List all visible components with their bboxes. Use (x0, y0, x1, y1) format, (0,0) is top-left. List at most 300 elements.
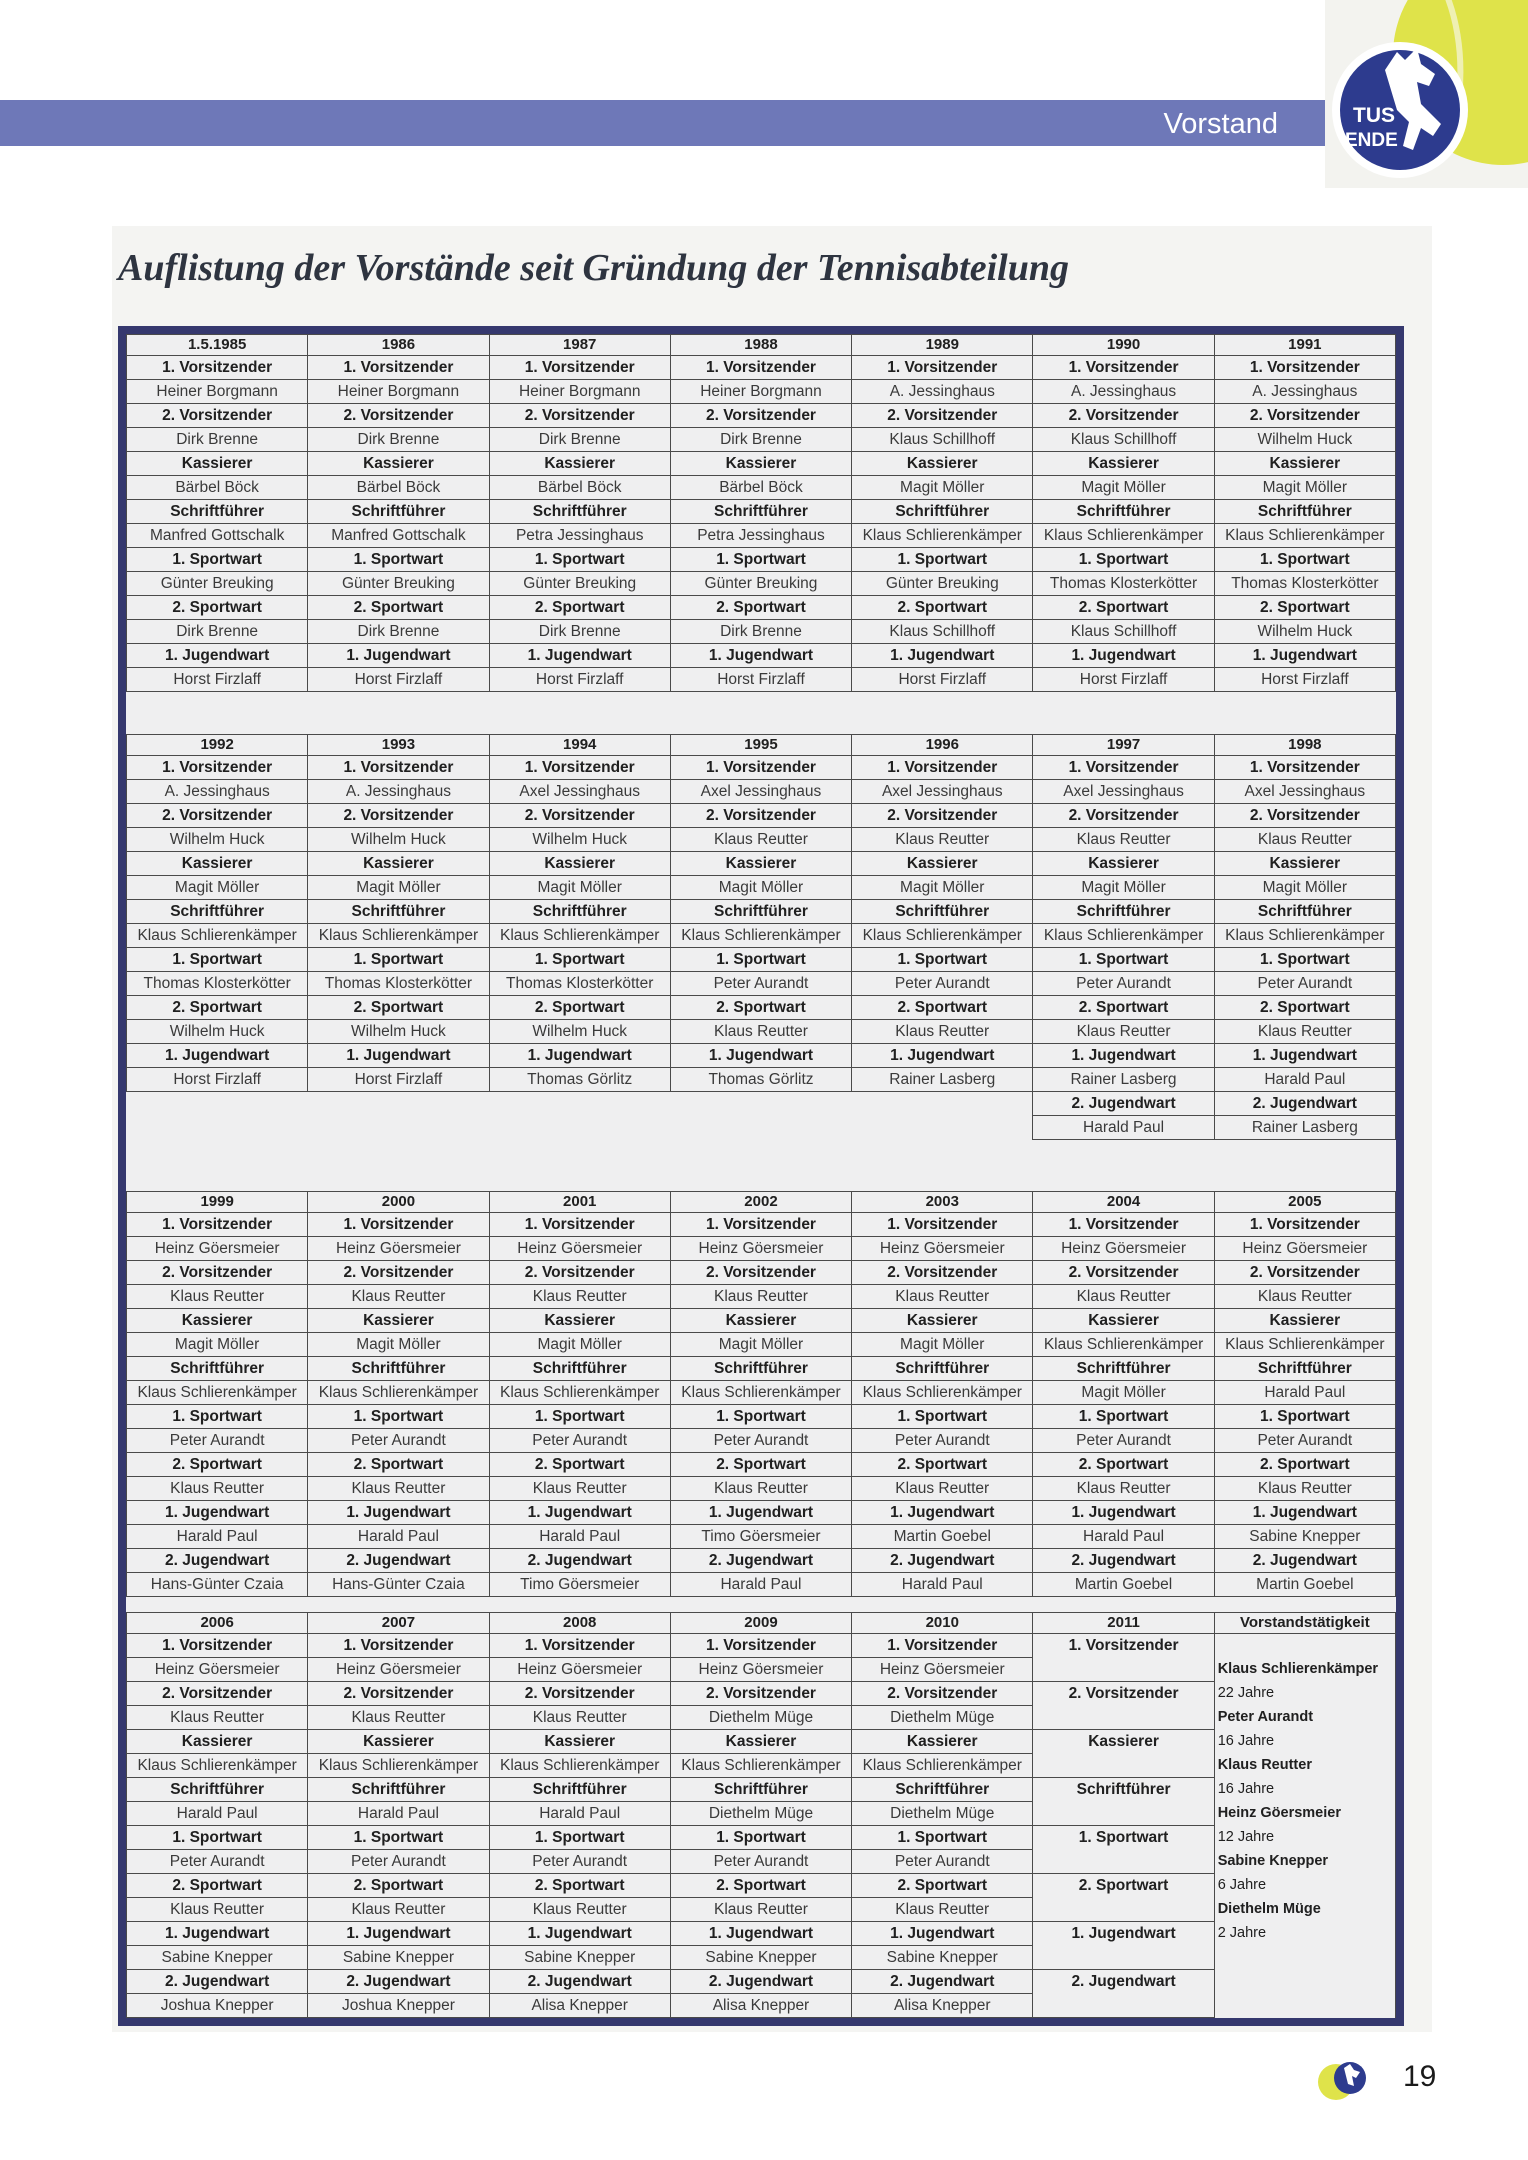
role-label: Kassierer (489, 1309, 670, 1333)
role-row (127, 1044, 1396, 1068)
role-label: 1. Sportwart (489, 1826, 670, 1850)
role-label: 2. Vorsitzender (127, 404, 308, 428)
member-name: Sabine Knepper (127, 1946, 308, 1970)
role-label: 1. Vorsitzender (127, 356, 308, 380)
member-name: Klaus Reutter (1033, 1020, 1214, 1044)
role-label: 2. Vorsitzender (489, 1682, 670, 1706)
member-name: Peter Aurandt (852, 1850, 1033, 1874)
role-label: 1. Vorsitzender (1033, 356, 1214, 380)
name-row (127, 1658, 1396, 1682)
member-name: Heinz Göersmeier (670, 1658, 851, 1682)
member-name: Peter Aurandt (1033, 1429, 1214, 1453)
role-label: Kassierer (308, 852, 489, 876)
role-label: 1. Vorsitzender (852, 356, 1033, 380)
name-row (127, 1285, 1396, 1309)
board-tenure-header: Vorstandstätigkeit (1214, 1613, 1395, 1634)
role-label: 1. Sportwart (489, 948, 670, 972)
role-label: Kassierer (308, 1309, 489, 1333)
role-label: 1. Jugendwart (670, 1501, 851, 1525)
member-name: Horst Firzlaff (852, 668, 1033, 692)
member-name: Magit Möller (489, 876, 670, 900)
tenure-cell: 22 Jahre (1214, 1682, 1395, 1706)
tenure-cell: Diethelm Müge (1214, 1898, 1395, 1922)
member-name: Klaus Reutter (127, 1477, 308, 1501)
role-label: Schriftführer (1033, 1778, 1214, 1802)
tenure-cell: 16 Jahre (1214, 1778, 1395, 1802)
role-label: 2. Sportwart (308, 996, 489, 1020)
member-name: Timo Göersmeier (670, 1525, 851, 1549)
role-label: 1. Jugendwart (852, 644, 1033, 668)
role-label: 1. Sportwart (308, 1826, 489, 1850)
role-label: Schriftführer (489, 1357, 670, 1381)
member-name: Klaus Schillhoff (1033, 428, 1214, 452)
member-name: Klaus Reutter (670, 1477, 851, 1501)
member-name: Heiner Borgmann (489, 380, 670, 404)
member-name: Klaus Schlierenkämper (489, 924, 670, 948)
role-label: 2. Jugendwart (127, 1970, 308, 1994)
board-table-4 (126, 1612, 1396, 2018)
role-label: Schriftführer (670, 500, 851, 524)
role-label: 1. Jugendwart (127, 1922, 308, 1946)
member-name (1033, 1946, 1214, 1970)
member-name: Sabine Knepper (1214, 1525, 1395, 1549)
role-label: Schriftführer (127, 1778, 308, 1802)
role-label: 2. Vorsitzender (1214, 404, 1395, 428)
member-name: Magit Möller (670, 1333, 851, 1357)
member-name: Klaus Reutter (1214, 828, 1395, 852)
role-label: 2. Vorsitzender (852, 404, 1033, 428)
member-name: Harald Paul (489, 1802, 670, 1826)
member-name: Diethelm Müge (852, 1706, 1033, 1730)
role-label: 2. Jugendwart (1033, 1549, 1214, 1573)
member-name: Dirk Brenne (489, 428, 670, 452)
role-row (127, 404, 1396, 428)
member-name: Klaus Reutter (308, 1898, 489, 1922)
role-label: 2. Sportwart (852, 1453, 1033, 1477)
member-name: Diethelm Müge (670, 1802, 851, 1826)
member-name: Dirk Brenne (670, 620, 851, 644)
role-label: 2. Sportwart (308, 1874, 489, 1898)
year-header: 1993 (308, 735, 489, 756)
member-name: Thomas Klosterkötter (127, 972, 308, 996)
tennis-ball-icon (1316, 2058, 1368, 2102)
member-name: Klaus Reutter (127, 1898, 308, 1922)
page-number: 19 (1403, 2060, 1437, 2093)
member-name: Thomas Klosterkötter (489, 972, 670, 996)
role-label: 1. Jugendwart (308, 1922, 489, 1946)
member-name: Magit Möller (489, 1333, 670, 1357)
name-row (127, 1381, 1396, 1405)
member-name: Günter Breuking (127, 572, 308, 596)
role-label: 2. Sportwart (127, 1874, 308, 1898)
empty-cell (127, 1092, 308, 1116)
member-name: Klaus Reutter (489, 1477, 670, 1501)
role-label: 1. Sportwart (852, 548, 1033, 572)
role-label: 1. Jugendwart (308, 1501, 489, 1525)
name-row (127, 476, 1396, 500)
role-label: Kassierer (670, 452, 851, 476)
role-label: 2. Vorsitzender (670, 804, 851, 828)
role-label: 2. Vorsitzender (489, 1261, 670, 1285)
role-label: 1. Sportwart (127, 1826, 308, 1850)
member-name: Diethelm Müge (852, 1802, 1033, 1826)
member-name: Klaus Reutter (852, 828, 1033, 852)
member-name: Klaus Schlierenkämper (852, 1754, 1033, 1778)
member-name: Thomas Klosterkötter (1033, 572, 1214, 596)
role-label: 2. Sportwart (670, 596, 851, 620)
name-row (127, 524, 1396, 548)
member-name: Peter Aurandt (852, 1429, 1033, 1453)
role-label: Schriftführer (852, 1778, 1033, 1802)
role-label: 1. Vorsitzender (308, 356, 489, 380)
role-row (127, 804, 1396, 828)
member-name: Sabine Knepper (670, 1946, 851, 1970)
role-label: 1. Sportwart (1033, 948, 1214, 972)
name-row (127, 1068, 1396, 1092)
role-label: 1. Jugendwart (1214, 644, 1395, 668)
empty-cell (670, 1092, 851, 1116)
member-name: Wilhelm Huck (1214, 620, 1395, 644)
member-name: Magit Möller (1033, 876, 1214, 900)
name-row (127, 1850, 1396, 1874)
role-row (127, 1778, 1396, 1802)
member-name: Günter Breuking (852, 572, 1033, 596)
role-label: 2. Sportwart (1214, 996, 1395, 1020)
member-name: Heinz Göersmeier (127, 1658, 308, 1682)
tenure-cell: Peter Aurandt (1214, 1706, 1395, 1730)
member-name: Martin Goebel (1033, 1573, 1214, 1597)
member-name: Peter Aurandt (127, 1850, 308, 1874)
role-label: 2. Sportwart (308, 1453, 489, 1477)
member-name: Klaus Reutter (489, 1898, 670, 1922)
role-label: 2. Sportwart (127, 596, 308, 620)
member-name: Klaus Schlierenkämper (127, 924, 308, 948)
name-row (127, 572, 1396, 596)
role-label: 1. Jugendwart (1214, 1501, 1395, 1525)
role-label: Schriftführer (852, 500, 1033, 524)
member-name: A. Jessinghaus (308, 780, 489, 804)
role-label: 1. Sportwart (1033, 1405, 1214, 1429)
empty-cell (489, 1116, 670, 1140)
member-name: Heiner Borgmann (308, 380, 489, 404)
role-label: 2. Jugendwart (852, 1970, 1033, 1994)
member-name: Heiner Borgmann (670, 380, 851, 404)
role-label: 1. Vorsitzender (308, 756, 489, 780)
role-label: 2. Jugendwart (489, 1970, 670, 1994)
role-label: 1. Jugendwart (852, 1501, 1033, 1525)
member-name: Wilhelm Huck (308, 828, 489, 852)
tenure-cell: 12 Jahre (1214, 1826, 1395, 1850)
year-header: 1999 (127, 1192, 308, 1213)
role-label: Schriftführer (1033, 1357, 1214, 1381)
member-name: Alisa Knepper (852, 1994, 1033, 2018)
member-name: Magit Möller (670, 876, 851, 900)
role-label: 2. Jugendwart (1214, 1549, 1395, 1573)
role-label: Kassierer (1033, 452, 1214, 476)
role-row (127, 356, 1396, 380)
role-label: Schriftführer (670, 900, 851, 924)
role-label: 1. Vorsitzender (670, 1634, 851, 1658)
year-header: 1.5.1985 (127, 335, 308, 356)
role-label: 1. Sportwart (670, 1405, 851, 1429)
member-name: Dirk Brenne (670, 428, 851, 452)
role-label: Schriftführer (1033, 500, 1214, 524)
empty-cell (308, 1092, 489, 1116)
role-label: 1. Jugendwart (489, 1922, 670, 1946)
member-name: Harald Paul (1033, 1116, 1214, 1140)
role-row (127, 1213, 1396, 1237)
role-label: 2. Vorsitzender (1033, 1261, 1214, 1285)
year-header: 1988 (670, 335, 851, 356)
year-header: 2001 (489, 1192, 670, 1213)
role-label: Schriftführer (127, 500, 308, 524)
role-label: Schriftführer (127, 1357, 308, 1381)
year-header: 1991 (1214, 335, 1395, 356)
member-name: Klaus Reutter (670, 828, 851, 852)
role-label: 1. Jugendwart (489, 644, 670, 668)
name-row (127, 1946, 1396, 1970)
member-name (1033, 1802, 1214, 1826)
role-label: 1. Vorsitzender (489, 356, 670, 380)
member-name: Klaus Schlierenkämper (1033, 1333, 1214, 1357)
role-label: 1. Vorsitzender (852, 1213, 1033, 1237)
role-label: 1. Vorsitzender (1033, 1213, 1214, 1237)
member-name: Dirk Brenne (489, 620, 670, 644)
header-band (0, 100, 1340, 146)
year-header: 1987 (489, 335, 670, 356)
role-label: 2. Sportwart (670, 1874, 851, 1898)
role-row (127, 1357, 1396, 1381)
role-label: 2. Vorsitzender (670, 1261, 851, 1285)
empty-cell (489, 1092, 670, 1116)
svg-text:TUS: TUS (1353, 104, 1395, 127)
role-label: 1. Jugendwart (308, 1044, 489, 1068)
member-name: Magit Möller (1214, 876, 1395, 900)
role-label: 1. Jugendwart (1033, 644, 1214, 668)
role-label: 2. Jugendwart (308, 1549, 489, 1573)
role-label: 1. Sportwart (308, 948, 489, 972)
member-name: Thomas Klosterkötter (308, 972, 489, 996)
role-label: 2. Vorsitzender (1214, 1261, 1395, 1285)
role-row (127, 452, 1396, 476)
role-row (127, 948, 1396, 972)
member-name: Harald Paul (852, 1573, 1033, 1597)
member-name: Wilhelm Huck (127, 1020, 308, 1044)
member-name: Sabine Knepper (489, 1946, 670, 1970)
role-label: 2. Vorsitzender (127, 1261, 308, 1285)
name-row (127, 1333, 1396, 1357)
role-label: 2. Vorsitzender (308, 1261, 489, 1285)
member-name (1033, 1850, 1214, 1874)
member-name: Klaus Schlierenkämper (489, 1754, 670, 1778)
member-name (1033, 1898, 1214, 1922)
member-name: Heinz Göersmeier (670, 1237, 851, 1261)
member-name: Thomas Görlitz (670, 1068, 851, 1092)
role-label: Kassierer (852, 452, 1033, 476)
role-label: 1. Sportwart (127, 548, 308, 572)
member-name: Thomas Görlitz (489, 1068, 670, 1092)
member-name: Heinz Göersmeier (1214, 1237, 1395, 1261)
member-name: Klaus Reutter (1033, 1477, 1214, 1501)
member-name: Bärbel Böck (308, 476, 489, 500)
tenure-cell: Heinz Göersmeier (1214, 1802, 1395, 1826)
member-name: Peter Aurandt (489, 1850, 670, 1874)
member-name: Harald Paul (1214, 1068, 1395, 1092)
role-label: Schriftführer (308, 500, 489, 524)
role-label: 1. Vorsitzender (852, 756, 1033, 780)
member-name: Petra Jessinghaus (489, 524, 670, 548)
role-label: Schriftführer (670, 1778, 851, 1802)
member-name: Klaus Schlierenkämper (308, 1381, 489, 1405)
role-label: 2. Sportwart (489, 1874, 670, 1898)
member-name: Klaus Reutter (852, 1285, 1033, 1309)
document-title: Auflistung der Vorstände seit Gründung der Tennisabteilung (118, 247, 1069, 289)
member-name: Manfred Gottschalk (127, 524, 308, 548)
name-row (127, 428, 1396, 452)
role-label: 2. Vorsitzender (670, 1682, 851, 1706)
member-name: Axel Jessinghaus (489, 780, 670, 804)
name-row (127, 620, 1396, 644)
role-label: Kassierer (1214, 452, 1395, 476)
empty-cell (308, 1116, 489, 1140)
member-name: Klaus Schlierenkämper (852, 1381, 1033, 1405)
member-name: Harald Paul (127, 1802, 308, 1826)
role-label: 2. Sportwart (852, 1874, 1033, 1898)
year-header: 1992 (127, 735, 308, 756)
role-label: 1. Jugendwart (670, 1922, 851, 1946)
member-name: Rainer Lasberg (1033, 1068, 1214, 1092)
role-label: 1. Jugendwart (852, 1044, 1033, 1068)
role-row (127, 1092, 1396, 1116)
member-name: Dirk Brenne (127, 620, 308, 644)
role-label: 2. Sportwart (852, 996, 1033, 1020)
member-name: Horst Firzlaff (127, 1068, 308, 1092)
tenure-cell: 6 Jahre (1214, 1874, 1395, 1898)
member-name: Peter Aurandt (670, 1429, 851, 1453)
member-name: Harald Paul (1214, 1381, 1395, 1405)
role-label: Kassierer (489, 852, 670, 876)
member-name: Klaus Reutter (308, 1285, 489, 1309)
role-label: 2. Sportwart (489, 1453, 670, 1477)
year-header: 2010 (852, 1613, 1033, 1634)
year-header: 1998 (1214, 735, 1395, 756)
year-header: 2006 (127, 1613, 308, 1634)
role-label: 2. Jugendwart (852, 1549, 1033, 1573)
role-label: 1. Sportwart (308, 548, 489, 572)
role-label: 2. Jugendwart (670, 1549, 851, 1573)
role-row (127, 1730, 1396, 1754)
member-name: Klaus Reutter (670, 1020, 851, 1044)
role-row (127, 1501, 1396, 1525)
member-name: Axel Jessinghaus (1033, 780, 1214, 804)
role-label: 2. Sportwart (852, 596, 1033, 620)
member-name: Heinz Göersmeier (489, 1658, 670, 1682)
member-name: Harald Paul (489, 1525, 670, 1549)
member-name: Dirk Brenne (308, 620, 489, 644)
tenure-cell (1214, 1994, 1395, 2018)
role-label: 1. Sportwart (670, 948, 851, 972)
year-header-row (127, 1613, 1396, 1634)
role-label: 2. Jugendwart (670, 1970, 851, 1994)
role-label: 1. Vorsitzender (308, 1634, 489, 1658)
role-label: Schriftführer (852, 1357, 1033, 1381)
role-label: Kassierer (1033, 1730, 1214, 1754)
empty-cell (670, 1116, 851, 1140)
year-header: 1986 (308, 335, 489, 356)
member-name: Magit Möller (1033, 476, 1214, 500)
role-label: 1. Vorsitzender (489, 1213, 670, 1237)
role-label: Kassierer (852, 852, 1033, 876)
member-name: Klaus Schlierenkämper (489, 1381, 670, 1405)
member-name: Klaus Reutter (1214, 1285, 1395, 1309)
role-label: 1. Sportwart (127, 948, 308, 972)
member-name: A. Jessinghaus (852, 380, 1033, 404)
tenure-cell (1214, 1634, 1395, 1658)
role-label: 1. Sportwart (308, 1405, 489, 1429)
member-name: Klaus Reutter (308, 1477, 489, 1501)
board-table-2 (126, 734, 1396, 1140)
member-name: Klaus Schlierenkämper (127, 1381, 308, 1405)
member-name: Klaus Reutter (127, 1285, 308, 1309)
member-name: Peter Aurandt (1033, 972, 1214, 996)
role-label: 2. Vorsitzender (852, 1261, 1033, 1285)
name-row (127, 1898, 1396, 1922)
role-label: Kassierer (852, 1730, 1033, 1754)
tenure-cell: 2 Jahre (1214, 1922, 1395, 1946)
member-name: A. Jessinghaus (1214, 380, 1395, 404)
role-label: Schriftführer (308, 1778, 489, 1802)
role-label: 1. Jugendwart (670, 644, 851, 668)
member-name: Magit Möller (1033, 1381, 1214, 1405)
member-name: Horst Firzlaff (308, 1068, 489, 1092)
member-name: Peter Aurandt (670, 972, 851, 996)
role-label: 1. Sportwart (1214, 948, 1395, 972)
role-label: 1. Sportwart (127, 1405, 308, 1429)
member-name: Joshua Knepper (308, 1994, 489, 2018)
member-name: Peter Aurandt (670, 1850, 851, 1874)
year-header: 2005 (1214, 1192, 1395, 1213)
member-name: Heinz Göersmeier (308, 1658, 489, 1682)
role-label: 1. Jugendwart (670, 1044, 851, 1068)
member-name (1033, 1706, 1214, 1730)
role-label: 1. Vorsitzender (1214, 1213, 1395, 1237)
member-name: Horst Firzlaff (308, 668, 489, 692)
role-label: 1. Vorsitzender (1214, 356, 1395, 380)
role-label: 2. Vorsitzender (308, 404, 489, 428)
member-name: Klaus Reutter (670, 1285, 851, 1309)
member-name: Dirk Brenne (308, 428, 489, 452)
role-label: 2. Vorsitzender (1214, 804, 1395, 828)
role-label: Schriftführer (489, 1778, 670, 1802)
board-list-frame (118, 326, 1404, 2026)
role-row (127, 1874, 1396, 1898)
role-label: Schriftführer (308, 900, 489, 924)
year-header: 2011 (1033, 1613, 1214, 1634)
tenure-cell: Klaus Reutter (1214, 1754, 1395, 1778)
member-name: Horst Firzlaff (489, 668, 670, 692)
member-name: Magit Möller (308, 1333, 489, 1357)
club-logo (1325, 0, 1528, 188)
member-name (1033, 1994, 1214, 2018)
member-name: Peter Aurandt (489, 1429, 670, 1453)
role-label: Schriftführer (1214, 500, 1395, 524)
role-label: 2. Vorsitzender (489, 404, 670, 428)
tenure-cell: Klaus Schlierenkämper (1214, 1658, 1395, 1682)
role-label: 2. Sportwart (1214, 596, 1395, 620)
member-name: Heinz Göersmeier (308, 1237, 489, 1261)
footer-logo (1316, 2058, 1368, 2102)
member-name: Klaus Reutter (670, 1898, 851, 1922)
